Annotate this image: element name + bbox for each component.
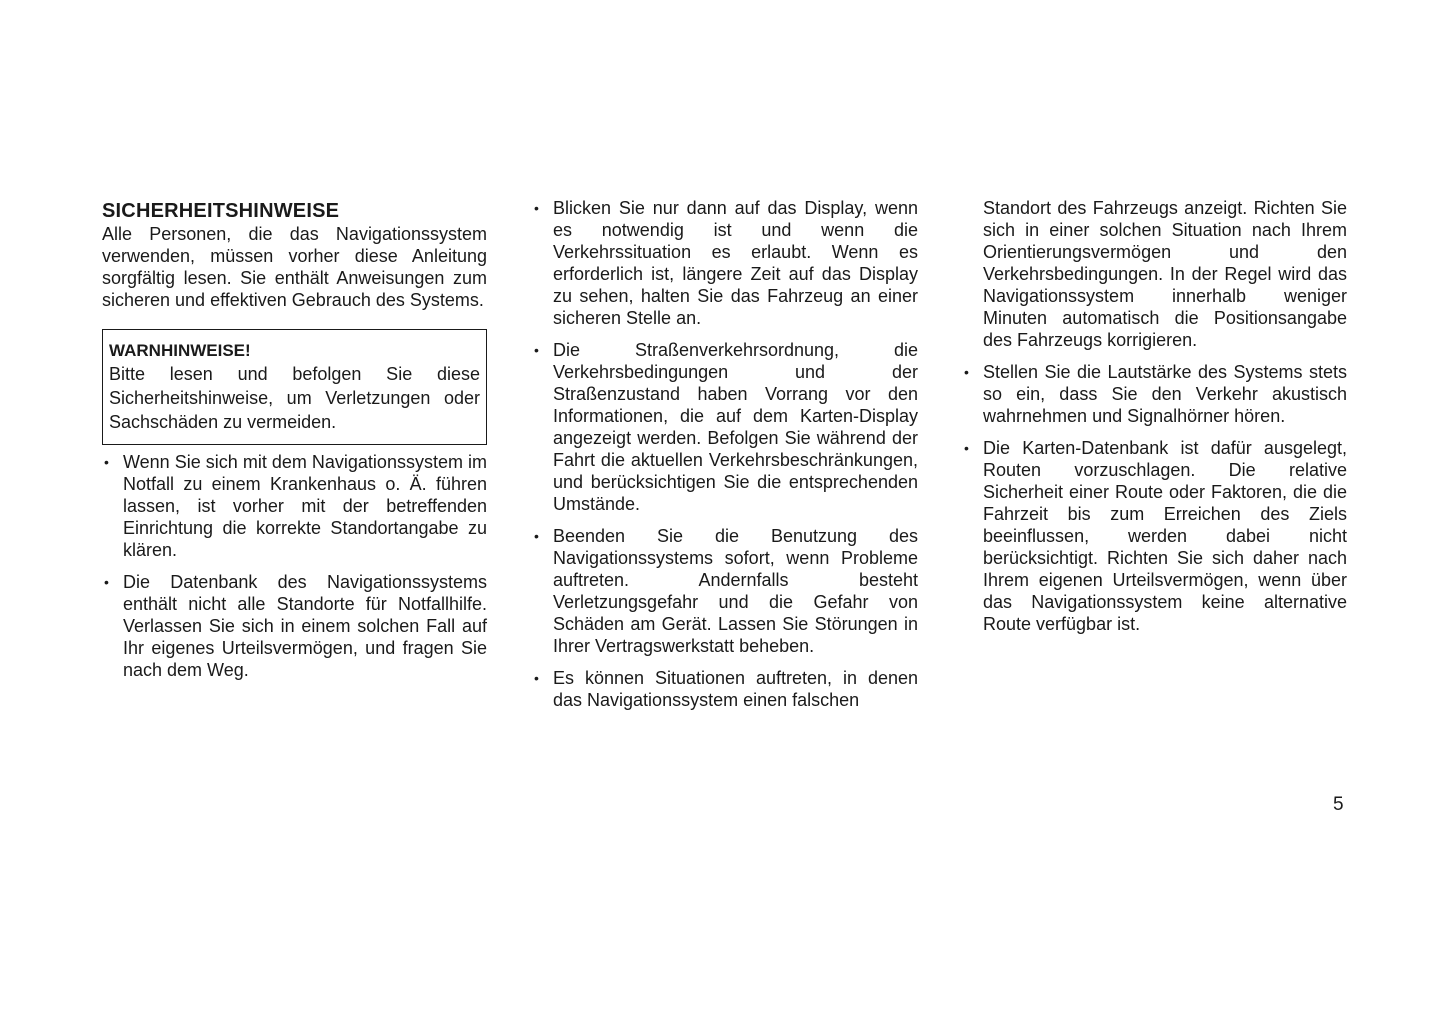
list-item [532, 197, 918, 329]
warning-title: WARNHINWEISE! [109, 341, 251, 360]
bullet-icon: • [964, 364, 969, 380]
intro-paragraph: Alle Personen, die das Navigationssystem verwenden, müssen vorher diese Anleitung sorgfältig lesen. Sie enthält Anweisungen zum sicheren und effektiven Gebrauch des Systems. [102, 224, 487, 310]
bullet-list-column-2 [532, 197, 918, 711]
bullet-icon: • [534, 670, 539, 686]
column-1 [102, 197, 487, 691]
list-item [102, 451, 487, 561]
list-item-text: Blicken Sie nur dann auf das Display, wenn es notwendig ist und wenn die Verkehrssituation es erlaubt. Wenn es erforderlich ist, längere Zeit auf das Display zu sehen, halten Sie das Fahrzeug an einer sicheren Stelle an. [553, 198, 918, 328]
bullet-list-column-3 [962, 361, 1347, 635]
list-item-text: Es können Situationen auftreten, in denen das Navigationssystem einen falschen [553, 668, 918, 710]
bullet-icon: • [964, 440, 969, 456]
bullet-icon: • [104, 574, 109, 590]
list-item-text: Wenn Sie sich mit dem Navigationssystem im Notfall zu einem Krankenhaus o. Ä. führen lassen, ist vorher mit der betreffenden Einrichtung die korrekte Standortangabe zu klären. [123, 452, 487, 560]
list-item-text: Die Karten-Datenbank ist dafür ausgelegt, Routen vorzuschlagen. Die relative Sicherheit einer Route oder Faktoren, die die Fahrzeit bis zum Erreichen des Ziels beeinflussen, werden dabei nicht berücksichtigt. Richten Sie sich daher nach Ihrem eigenen Urteilsvermögen, wenn über das Navigationssystem keine alternative Route verfügbar ist. [983, 438, 1347, 634]
list-item [962, 437, 1347, 635]
bullet-icon: • [534, 528, 539, 544]
list-item-text: Stellen Sie die Lautstärke des Systems stets so ein, dass Sie den Verkehr akustisch wahrnehmen und Signalhörner hören. [983, 362, 1347, 426]
bullet-list-column-1 [102, 451, 487, 681]
list-item [532, 525, 918, 657]
list-item [102, 571, 487, 681]
list-item-text: Die Straßenverkehrsordnung, die Verkehrsbedingungen und der Straßenzustand haben Vorrang vor den Informationen, die auf dem Karten-Display angezeigt werden. Befolgen Sie während der Fahrt die aktuellen Verkehrsbeschränkungen, und berücksichtigen Sie die entsprechenden Umstände. [553, 340, 918, 514]
bullet-icon: • [534, 342, 539, 358]
bullet-icon: • [104, 454, 109, 470]
list-item-text: Beenden Sie die Benutzung des Navigationssystems sofort, wenn Probleme auftreten. Andernfalls besteht Verletzungsgefahr und die Gefahr von Schäden am Gerät. Lassen Sie Störungen in Ihrer Vertragswerkstatt beheben. [553, 526, 918, 656]
warning-text: Bitte lesen und befolgen Sie diese Sicherheitshinweise, um Verletzungen oder Sachschäden zu vermeiden. [109, 364, 480, 432]
column-2 [532, 197, 918, 721]
page-number: 5 [1333, 794, 1344, 815]
section-title: SICHERHEITSHINWEISE [102, 200, 340, 222]
list-item [962, 361, 1347, 427]
continued-paragraph: Standort des Fahrzeugs anzeigt. Richten Sie sich in einer solchen Situation nach Ihrem Orientierungsvermögen und den Verkehrsbedingungen. In der Regel wird das Navigationssystem innerhalb weniger Minuten automatisch die Positionsangabe des Fahrzeugs korrigieren. [983, 198, 1347, 350]
bullet-icon: • [534, 200, 539, 216]
warning-box [102, 329, 487, 445]
list-item [532, 667, 918, 711]
list-item [532, 339, 918, 515]
list-item-text: Die Datenbank des Navigationssystems enthält nicht alle Standorte für Notfallhilfe. Verlassen Sie sich in einem solchen Fall auf Ihr eigenes Urteilsvermögen, und fragen Sie nach dem Weg. [123, 572, 487, 680]
column-3 [962, 197, 1347, 645]
